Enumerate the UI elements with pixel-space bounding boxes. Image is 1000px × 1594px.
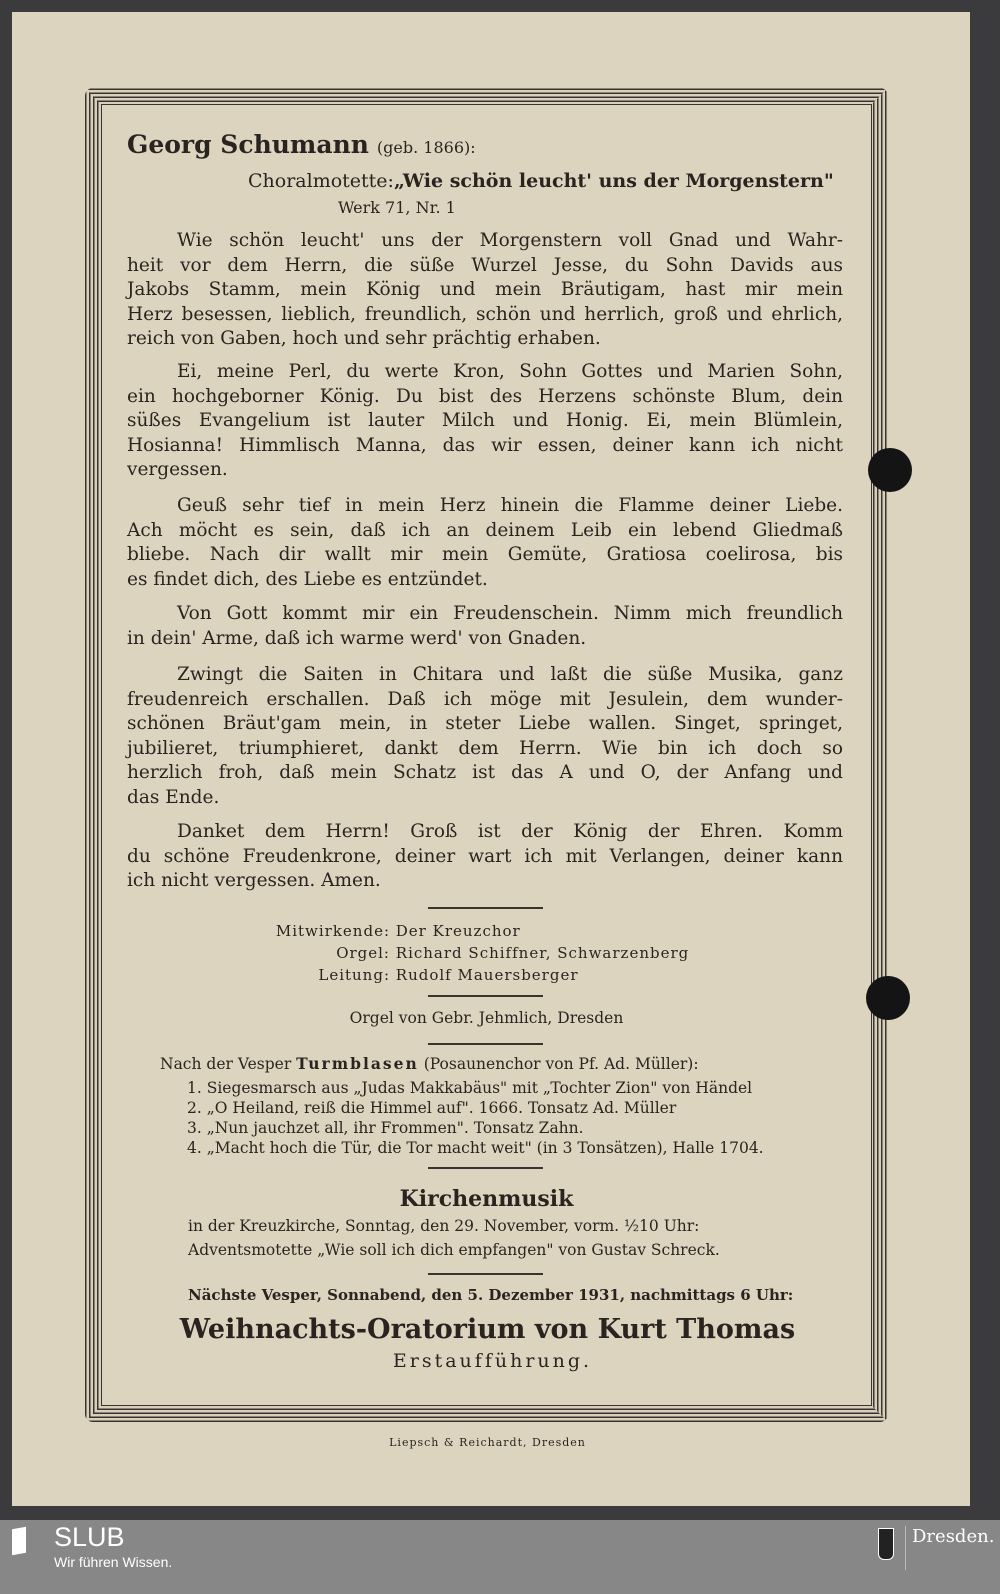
text-line: schönen Bräut'gam mein, in steter Liebe wallen. Singet, springet, [127, 713, 843, 735]
text-line: herzlich froh, daß mein Schatz ist das A und O, der Anfang und [127, 762, 843, 784]
kirchenmusik-title: Kirchenmusik [399, 1186, 574, 1212]
performer-row [200, 964, 689, 986]
text-line: bliebe. Nach dir wallt mir mein Gemüte, Gratiosa coelirosa, bis [127, 544, 843, 566]
text-line: süßes Evangelium ist lauter Milch und Honig. Ei, mein Blümlein, [127, 410, 843, 432]
performers [200, 920, 689, 986]
turmblasen-heading [160, 1054, 699, 1073]
organ-builder: Orgel von Gebr. Jehmlich, Dresden [349, 1009, 624, 1027]
composer-heading [127, 130, 476, 159]
turmblasen-list [187, 1078, 764, 1158]
work-prefix: Choralmotette: [248, 170, 394, 192]
composer-name: Georg Schumann [127, 130, 369, 159]
performer-label: Leitung: [318, 966, 390, 984]
text-line: das Ende. [127, 786, 220, 808]
list-item: 1. Siegesmarsch aus „Judas Makkabäus" mit „Tochter Zion" von Händel [187, 1079, 753, 1097]
separator [905, 1526, 906, 1570]
dresden-logo[interactable]: Dresden. [912, 1526, 995, 1547]
divider [428, 907, 543, 909]
text-line: Wie schön leucht' uns der Morgenstern voll Gnad und Wahr- [177, 230, 843, 251]
divider [428, 1273, 543, 1275]
slub-logo[interactable]: SLUB [54, 1522, 125, 1552]
text-line: ein hochgeborner König. Du bist des Herzens schönste Blum, dein [127, 385, 843, 407]
performer-value: Richard Schiffner, Schwarzenberg [395, 944, 690, 962]
paragraph [127, 820, 843, 894]
text-line: Geuß sehr tief in mein Herz hinein die Flamme deiner Liebe. [177, 495, 843, 516]
performer-label: Orgel: [336, 944, 390, 962]
turmblasen-suffix: (Posaunenchor von Pf. Ad. Müller): [423, 1055, 699, 1073]
text-line: heit vor dem Herrn, die süße Wurzel Jesse, du Sohn Davids aus [127, 254, 843, 276]
performer-value: Der Kreuzchor [395, 922, 521, 940]
text-line: freudenreich erschallen. Daß ich möge mit Jesulein, dem wunder- [127, 688, 843, 710]
list-item: 4. „Macht hoch die Tür, die Tor macht weit" (in 3 Tonsätzen), Halle 1704. [187, 1139, 764, 1157]
text-line: Danket dem Herrn! Groß ist der König der Ehren. Komm [177, 821, 843, 842]
turmblasen-prefix: Nach der Vesper [160, 1055, 292, 1073]
text-line: ich nicht vergessen. Amen. [127, 870, 381, 892]
paragraph [127, 494, 843, 592]
list-item: 2. „O Heiland, reiß die Himmel auf". 1666. Tonsatz Ad. Müller [187, 1099, 677, 1117]
composer-years: (geb. 1866): [376, 138, 476, 157]
performer-value: Rudolf Mauersberger [395, 966, 579, 984]
divider [428, 1167, 543, 1169]
performer-label: Mitwirkende: [275, 922, 390, 940]
book-icon [12, 1527, 26, 1555]
text-line: Herz besessen, lieblich, freundlich, schön und herrlich, groß und ehrlich, [127, 303, 843, 325]
text-line: Ei, meine Perl, du werte Kron, Sohn Gottes und Marien Sohn, [177, 361, 843, 382]
printer-imprint: Liepsch & Reichardt, Dresden [389, 1436, 586, 1449]
kirchenmusik-work: Adventsmotette „Wie soll ich dich empfangen" von Gustav Schreck. [188, 1241, 720, 1259]
next-subtitle: Erstaufführung. [392, 1350, 593, 1372]
performer-row [200, 920, 689, 942]
text-line: Hosianna! Himmlisch Manna, das wir essen, deiner kann ich nicht [127, 434, 843, 456]
work-title-text: „Wie schön leucht' uns der Morgenstern" [393, 170, 834, 192]
text-line: Von Gott kommt mir ein Freudenschein. Nimm mich freundlich [177, 603, 843, 624]
divider [428, 995, 543, 997]
paragraph [127, 360, 843, 483]
slub-tagline: Wir führen Wissen. [54, 1554, 173, 1570]
next-vesper: Nächste Vesper, Sonnabend, den 5. Dezember 1931, nachmittags 6 Uhr: [188, 1286, 794, 1304]
paragraph [127, 602, 843, 651]
punch-hole [868, 448, 912, 492]
footer-bar [0, 1520, 1000, 1594]
paragraph [127, 229, 843, 352]
text-line: Zwingt die Saiten in Chitara und laßt die süße Musika, ganz [177, 664, 843, 685]
text-line: reich von Gaben, hoch und sehr prächtig erhaben. [127, 328, 601, 350]
paragraph [127, 663, 843, 811]
kirchenmusik-date: in der Kreuzkirche, Sonntag, den 29. November, vorm. ½10 Uhr: [188, 1217, 700, 1235]
text-line: in dein' Arme, daß ich warme werd' von Gnaden. [127, 627, 587, 649]
divider [428, 1043, 543, 1045]
text-line: du schöne Freudenkrone, deiner wart ich mit Verlangen, deiner kann [127, 845, 843, 867]
text-line: es findet dich, des Liebe es entzündet. [127, 568, 488, 590]
dresden-coat-of-arms-icon [878, 1528, 894, 1560]
text-line: Ach möcht es sein, daß ich an deinem Leib ein lebend Gliedmaß [127, 519, 843, 541]
turmblasen-title: Turmblasen [296, 1054, 419, 1073]
performer-row [200, 942, 689, 964]
text-line: Jakobs Stamm, mein König und mein Bräutigam, hast mir mein [127, 279, 843, 301]
list-item: 3. „Nun jauchzet all, ihr Frommen". Tonsatz Zahn. [187, 1119, 584, 1137]
opus-number: Werk 71, Nr. 1 [338, 198, 456, 217]
text-line: jubilieret, triumphieret, dankt dem Herrn. Wie bin ich doch so [127, 737, 843, 759]
next-title: Weihnachts-Oratorium von Kurt Thomas [179, 1314, 796, 1345]
text-line: vergessen. [127, 459, 228, 481]
work-title [248, 170, 834, 192]
